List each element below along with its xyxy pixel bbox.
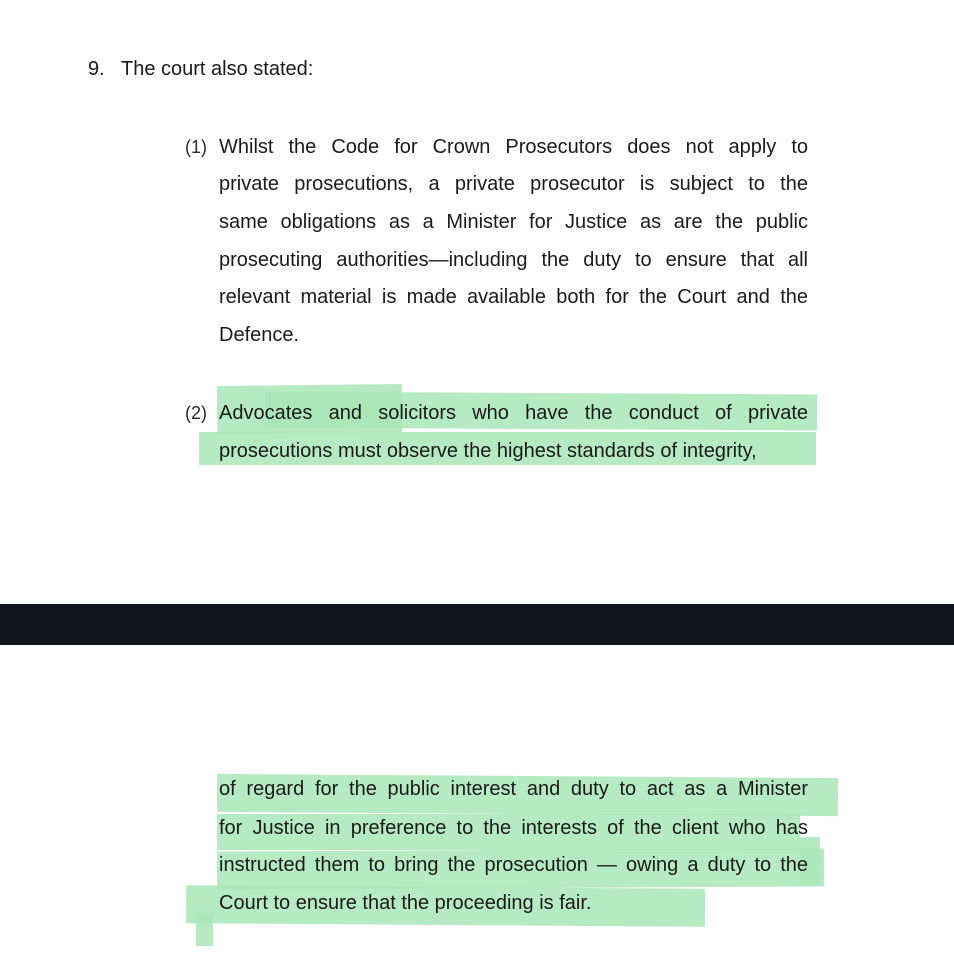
paragraph-1-line: Defence.	[219, 324, 300, 346]
heading-text: The court also stated:	[121, 58, 314, 80]
page-divider	[0, 604, 954, 645]
heading-number: 9.	[88, 58, 105, 80]
paragraph-2-line: prosecutions must observe the highest standards of integrity,	[219, 440, 757, 462]
paragraph-1-line: relevant material is made available both for the Court and the	[219, 286, 808, 308]
paragraph-1-number: (1)	[185, 137, 207, 157]
continuation-line: Court to ensure that the proceeding is fair.	[219, 892, 592, 914]
highlight-stroke	[196, 913, 213, 946]
document-page-bottom	[0, 645, 954, 954]
paragraph-1-line: private prosecutions, a private prosecutor is subject to the	[219, 173, 808, 195]
continuation-line: for Justice in preference to the interests of the client who has	[219, 817, 808, 839]
paragraph-1-line: same obligations as a Minister for Justice as are the public	[219, 211, 808, 233]
paragraph-2-number: (2)	[185, 403, 207, 423]
continuation-line: of regard for the public interest and duty to act as a Minister	[219, 778, 808, 800]
continuation-line: instructed them to bring the prosecution — owing a duty to the	[219, 854, 808, 876]
paragraph-1-line: prosecuting authorities—including the duty to ensure that all	[219, 249, 808, 271]
paragraph-2-line: Advocates and solicitors who have the conduct of private	[219, 402, 808, 424]
paragraph-1-line: Whilst the Code for Crown Prosecutors does not apply to	[219, 136, 808, 158]
